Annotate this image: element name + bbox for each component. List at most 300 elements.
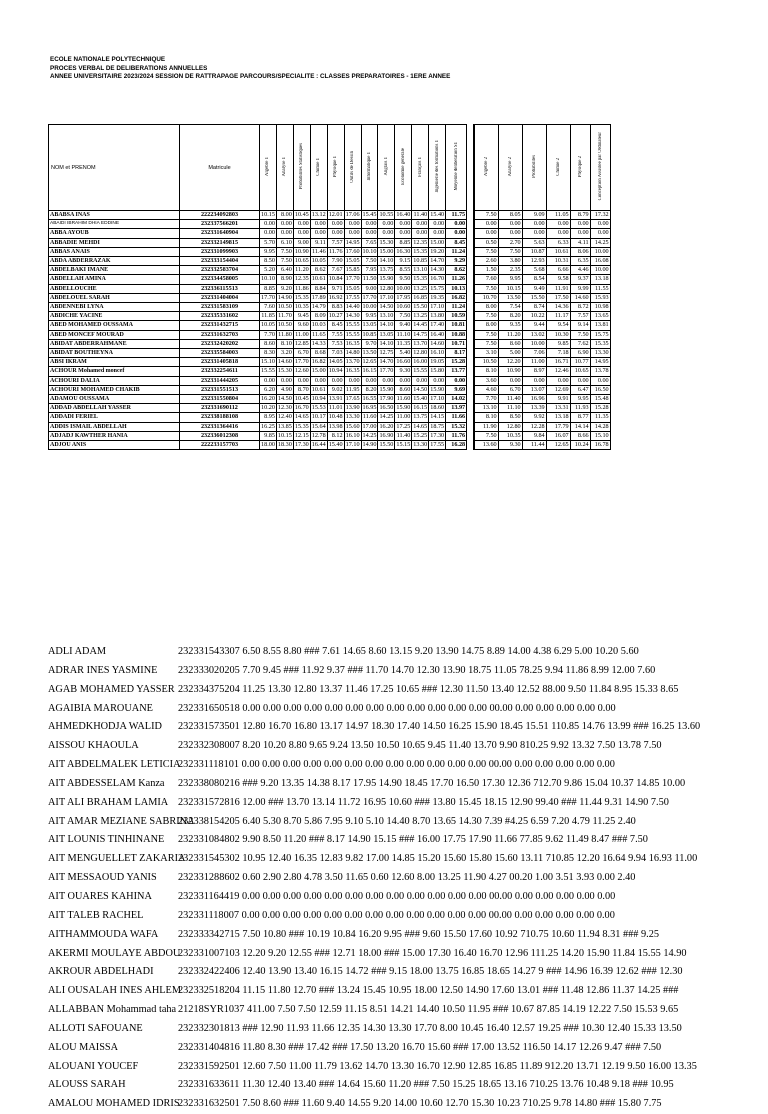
grade-s1: 8.60	[395, 385, 412, 394]
grade-s1: 8.85	[395, 238, 412, 247]
list-item	[48, 982, 768, 1001]
col-header-label: Analyse 1	[282, 156, 288, 177]
grade-s1: 16.15	[413, 404, 428, 412]
grade-s2: 0.00	[474, 229, 498, 238]
grade-s1: 13.85	[277, 422, 292, 430]
grade-s2: 11.05	[546, 211, 570, 220]
grade-s2: 13.07	[522, 385, 546, 394]
grade-s1: 0.00	[378, 376, 395, 385]
grade-s2: 10.00	[590, 266, 610, 275]
grade-s2: 11.91	[546, 284, 570, 293]
grade-s1: 14.50	[277, 395, 292, 403]
grade-s1: 0.00	[310, 220, 327, 229]
grade-s1: 15.30	[277, 367, 292, 375]
grade-s1: 17.70	[362, 293, 377, 301]
col-header	[474, 125, 498, 211]
student-matricule: 222233157703	[180, 441, 260, 450]
student-matricule: 232331583109	[180, 303, 260, 312]
grade-s1: 11.35	[396, 339, 411, 347]
grade-s1: 17.70	[379, 367, 394, 375]
grade-s2: 3.80	[498, 257, 522, 266]
grade-s1: 15.10	[261, 358, 275, 366]
grade-s1: 12.80	[379, 284, 394, 292]
average-s1: 0.00	[446, 220, 467, 229]
grade-s2: 12.46	[546, 367, 570, 376]
grade-s2: 8.77	[570, 413, 590, 422]
grade-s1: 14.10	[379, 321, 394, 329]
grade-s2: 0.00	[590, 220, 610, 229]
grade-s2: 0.00	[590, 229, 610, 238]
grade-s1: 0.00	[429, 376, 446, 385]
table-row	[49, 257, 611, 266]
grade-s1: 15.25	[413, 431, 428, 439]
grade-s1: 10.00	[362, 303, 377, 311]
grade-s1: 12.01	[328, 211, 343, 218]
student-matricule: 232331404004	[180, 293, 260, 302]
col-header	[546, 125, 570, 211]
average-s1: 16.28	[446, 441, 467, 450]
grade-s1: 14.70	[379, 358, 394, 366]
student-matricule: 232336012308	[180, 431, 260, 440]
grade-s1: 17.70	[261, 293, 275, 301]
grade-s1: 8.45	[327, 321, 344, 330]
row-gap	[467, 404, 475, 413]
grade-s1: 7.90	[327, 257, 344, 266]
average-s1: 13.77	[446, 367, 467, 376]
average-s1: 11.66	[446, 413, 467, 422]
grade-s2: 15.10	[590, 431, 610, 440]
grade-s1: 11.76	[328, 247, 343, 255]
grade-s1: 6.10	[276, 238, 293, 247]
table-row	[49, 321, 611, 330]
grade-s1: 4.90	[276, 385, 293, 394]
grade-s1: 16.44	[311, 441, 326, 449]
grade-s2: 0.00	[546, 220, 570, 229]
grade-s1: 8.85	[260, 284, 277, 293]
grade-s1: 7.67	[327, 266, 344, 275]
grade-s1: 14.30	[430, 266, 445, 274]
list-item	[48, 756, 768, 775]
grade-s2: 0.00	[498, 229, 522, 238]
grade-s1: 0.00	[260, 376, 277, 385]
grade-s2: 9.91	[546, 395, 570, 404]
list-student-name: ALI OUSALAH INES AHLEM	[48, 985, 181, 997]
grade-s2: 10.61	[546, 247, 570, 256]
list-item	[48, 1001, 768, 1020]
grade-s1: 17.10	[379, 293, 394, 301]
grade-s2: 6.35	[570, 257, 590, 266]
student-name: ABAIDI IBRAHIM DHIA EDDINE	[49, 220, 180, 229]
grade-s1: 11.60	[362, 413, 377, 421]
list-student-name: ALLABBAN Mohammad taha	[48, 1004, 177, 1016]
grade-s1: 8.60	[260, 339, 277, 348]
grade-s1: 10.60	[396, 303, 411, 311]
grade-s2: 8.00	[474, 321, 498, 330]
grade-s1: 12.60	[294, 367, 309, 375]
grade-s1: 15.35	[413, 275, 428, 283]
grade-s2: 0.00	[522, 220, 546, 229]
student-name: ADJADJ KAWTHER HANIA	[49, 431, 180, 440]
col-header-label: Informatique 1	[366, 152, 372, 181]
grade-s2: 7.50	[474, 431, 498, 440]
list-item	[48, 775, 768, 794]
list-item	[48, 1076, 768, 1095]
grade-s2: 9.95	[498, 275, 522, 284]
grade-s1: 15.60	[345, 422, 360, 430]
grade-s1: 14.90	[362, 441, 377, 449]
grade-s2: 10.22	[522, 312, 546, 321]
grade-s1: 12.30	[277, 404, 292, 412]
student-name: ABDA ABDERRAZAK	[49, 257, 180, 266]
row-gap	[467, 238, 475, 247]
grade-s1: 13.30	[413, 441, 428, 449]
list-item	[48, 945, 768, 964]
grade-s1: 8.55	[395, 266, 412, 275]
grade-s2: 13.31	[546, 404, 570, 413]
grade-s2: 2.35	[498, 266, 522, 275]
list-item	[48, 1058, 768, 1077]
student-name: ABDENNEBI LYNA	[49, 303, 180, 312]
col-header-label: Economie générale	[400, 148, 406, 185]
grade-s1: 8.00	[276, 211, 293, 220]
grade-s1: 7.55	[327, 330, 344, 339]
grade-s1: 12.65	[362, 358, 377, 366]
col-header	[446, 125, 467, 211]
grade-s1: 15.90	[430, 385, 445, 393]
grade-s2: 5.63	[522, 238, 546, 247]
student-name: ABDELOUEL SARAH	[49, 293, 180, 302]
grade-s2: 10.98	[590, 303, 610, 312]
grade-s2: 10.30	[546, 330, 570, 339]
grade-s1: 9.00	[361, 284, 378, 293]
row-gap	[467, 211, 475, 220]
grade-s2: 14.25	[590, 238, 610, 247]
grade-s1: 17.40	[430, 321, 445, 329]
grade-s1: 16.10	[430, 349, 445, 357]
list-student-name: AIT AMAR MEZIANE SABRINA	[48, 815, 195, 827]
grade-s1: 17.70	[345, 275, 360, 283]
grade-s1: 0.00	[429, 220, 446, 229]
col-header-label: Analyse 2	[507, 156, 513, 177]
grade-s1: 0.00	[276, 229, 293, 238]
grade-s1: 8.90	[276, 275, 293, 284]
list-student-name: AIT LOUNIS TINHINANE	[48, 834, 165, 846]
student-matricule: 232331364416	[180, 422, 260, 431]
table-row	[49, 431, 611, 440]
grade-s1: 14.33	[311, 339, 326, 347]
grade-s2: 9.14	[570, 321, 590, 330]
grade-s2: 0.00	[522, 376, 546, 385]
student-matricule: 232331551513	[180, 385, 260, 394]
grade-s1: 9.40	[395, 321, 412, 330]
grade-s1: 13.30	[345, 413, 360, 421]
grade-s2: 10.00	[590, 247, 610, 256]
col-header	[310, 125, 327, 211]
grade-s1: 0.00	[260, 229, 277, 238]
grade-s1: 15.40	[328, 441, 343, 449]
student-matricule: 232335331602	[180, 312, 260, 321]
grade-s1: 10.85	[413, 257, 428, 265]
grade-s1: 10.65	[294, 257, 309, 265]
grade-s1: 9.50	[395, 275, 412, 284]
col-header	[570, 125, 590, 211]
row-gap	[467, 330, 475, 339]
table-row	[49, 220, 611, 229]
average-s1: 8.45	[446, 238, 467, 247]
col-name-header: NOM et PRENOM	[49, 125, 180, 211]
grade-s2: 16.50	[590, 385, 610, 394]
grade-s2: 2.60	[474, 257, 498, 266]
row-gap	[467, 431, 475, 440]
grade-s1: 14.10	[379, 339, 394, 347]
grade-s1: 17.65	[345, 395, 360, 403]
grade-s2: 8.97	[522, 367, 546, 376]
average-s1: 11.76	[446, 431, 467, 440]
average-s1: 9.29	[446, 257, 467, 266]
grade-s1: 17.00	[362, 422, 377, 430]
student-name: ABIDAT BOUTHEYNA	[49, 349, 180, 358]
table-row	[49, 376, 611, 385]
grade-s1: 16.85	[413, 293, 428, 301]
row-gap	[467, 257, 475, 266]
grade-s1: 11.40	[413, 211, 428, 218]
grade-s1: 0.00	[344, 376, 361, 385]
grade-s1: 0.00	[361, 220, 378, 229]
list-student-name: AISSOU KHAOULA	[48, 740, 139, 752]
grade-s2: 16.78	[590, 441, 610, 450]
list-student-values: 232332518204 11.15 11.80 12.70 ### 13.24 15.45 10.95 18.00 12.50 14.90 17.60 13.01 ### 11.48 12.86 11.37 14.25 ###	[178, 985, 679, 997]
grade-s1: 15.00	[379, 247, 394, 255]
grade-s2: 8.06	[570, 247, 590, 256]
grade-s2: 15.35	[590, 339, 610, 348]
list-student-name: ALOUSS SARAH	[48, 1079, 126, 1091]
list-student-values: 232331573501 12.80 16.70 16.80 13.17 14.97 18.30 17.40 14.50 16.25 15.90 18.45 15.51 110.85 14.76 13.99 ### 16.25 13.60	[178, 721, 701, 733]
grade-s2: 0.00	[546, 376, 570, 385]
grade-s1: 16.92	[328, 293, 343, 301]
col-header-label: Chimie 2	[555, 157, 561, 176]
col-header-label: Probabilités	[531, 155, 537, 178]
grade-s1: 18.30	[277, 441, 292, 449]
list-student-values: 232331572816 12.00 ### 13.70 13.14 11.72 16.95 10.60 ### 13.80 15.45 18.15 12.90 99.40 ### 11.44 9.31 14.90 7.50	[178, 796, 669, 808]
grade-s2: 11.90	[474, 422, 498, 431]
grade-s1: 0.00	[395, 229, 412, 238]
grade-s2: 7.50	[498, 247, 522, 256]
grade-s2: 13.02	[522, 330, 546, 339]
grade-s1: 8.70	[293, 385, 310, 394]
grade-s2: 15.50	[522, 293, 546, 302]
grade-s2: 14.60	[570, 293, 590, 302]
grade-s1: 15.53	[311, 404, 326, 412]
grade-s1: 10.61	[311, 385, 326, 393]
average-s1: 0.00	[446, 376, 467, 385]
row-gap	[467, 266, 475, 275]
student-name: ABDELBAKI IMANE	[49, 266, 180, 275]
grade-s1: 8.68	[310, 349, 327, 358]
grade-s2: 14.95	[590, 358, 610, 367]
student-name: ADJOU ANIS	[49, 441, 180, 450]
grade-s2: 9.92	[522, 413, 546, 422]
grade-s2: 7.06	[522, 349, 546, 358]
grade-s1: 16.40	[396, 211, 411, 218]
grade-s2: 9.30	[498, 441, 522, 450]
col-matricule-header: Matricule	[180, 125, 260, 211]
grade-s1: 10.05	[261, 321, 275, 329]
grade-s1: 9.20	[276, 284, 293, 293]
grade-s2: 10.70	[474, 293, 498, 302]
grade-s1: 15.50	[413, 303, 428, 311]
grade-s1: 7.50	[395, 312, 412, 321]
grade-s1: 10.94	[328, 367, 343, 375]
grade-s1: 0.00	[293, 220, 310, 229]
grade-s1: 14.40	[345, 303, 360, 311]
grade-s1: 8.50	[260, 257, 277, 266]
grade-s2: 6.70	[498, 385, 522, 394]
grade-s1: 11.95	[345, 385, 360, 393]
row-gap	[467, 220, 475, 229]
col-header	[498, 125, 522, 211]
grade-s1: 15.05	[345, 284, 360, 292]
grade-s2: 9.84	[522, 431, 546, 440]
grade-s2: 8.79	[570, 211, 590, 220]
grade-s1: 14.60	[277, 358, 292, 366]
grade-s1: 17.06	[345, 211, 360, 218]
grade-s1: 17.25	[396, 422, 411, 430]
grade-s1: 0.00	[327, 376, 344, 385]
grade-s2: 12.93	[522, 257, 546, 266]
document-title: PROCES VERBAL DE DELIBERATIONS ANNUELLES	[50, 64, 208, 72]
grade-s1: 15.55	[345, 330, 360, 338]
grade-s1: 17.89	[311, 293, 326, 301]
grade-s1: 13.10	[379, 312, 394, 320]
grade-s1: 15.35	[294, 293, 309, 301]
grade-s1: 15.50	[379, 441, 394, 449]
grade-s1: 16.70	[430, 275, 445, 283]
grade-s2: 10.77	[570, 358, 590, 367]
list-item	[48, 1020, 768, 1039]
grade-s1: 0.00	[293, 229, 310, 238]
grade-s1: 0.00	[310, 229, 327, 238]
grade-s1: 10.61	[311, 275, 326, 283]
grade-s1: 15.64	[311, 422, 326, 430]
grade-s1: 9.45	[293, 312, 310, 321]
grade-s1: 11.01	[328, 404, 343, 412]
grade-s2: 8.66	[570, 431, 590, 440]
grade-s1: 15.30	[379, 238, 394, 246]
grade-s1: 9.85	[260, 431, 277, 440]
grade-s1: 12.78	[311, 431, 326, 439]
grade-s2: 7.54	[498, 303, 522, 312]
grade-s1: 14.70	[430, 257, 445, 265]
grade-s1: 0.00	[412, 220, 429, 229]
table-row	[49, 211, 611, 220]
grade-s2: 9.95	[570, 395, 590, 404]
student-matricule: 232331405818	[180, 358, 260, 367]
list-student-values: 232331164419 0.00 0.00 0.00 0.00 0.00 0.00 0.00 0.00 0.00 0.00 0.00 0.00 00.00 0.00 0.00 0.00 0.00 0.00	[178, 890, 616, 902]
student-name: ABDICHE YACINE	[49, 312, 180, 321]
grade-s1: 14.65	[294, 413, 309, 421]
grade-s2: 9.99	[570, 284, 590, 293]
grade-s1: 16.15	[362, 367, 377, 375]
grade-s1: 11.40	[396, 431, 411, 439]
grade-s1: 15.35	[413, 247, 428, 255]
student-name: ABDELLOUCHE	[49, 284, 180, 293]
col-header-label: Chimie 1	[316, 157, 322, 176]
grade-s1: 10.10	[362, 247, 377, 255]
grade-s1: 12.80	[413, 349, 428, 357]
grade-s2: 14.28	[590, 422, 610, 431]
grade-s1: 16.20	[379, 422, 394, 430]
grade-s1: 7.70	[260, 330, 277, 339]
list-student-name: AMALOU MOHAMED IDRIS	[48, 1098, 180, 1110]
col-header-label: Français 1	[417, 156, 423, 177]
row-gap	[467, 376, 475, 385]
col-header	[293, 125, 310, 211]
grade-s1: 10.17	[311, 413, 326, 421]
list-item	[48, 643, 768, 662]
list-item	[48, 1095, 768, 1114]
grade-s2: 10.50	[474, 358, 498, 367]
grade-s2: 0.00	[546, 229, 570, 238]
grade-s1: 7.03	[327, 349, 344, 358]
grade-s1: 16.20	[261, 395, 275, 403]
col-header-label: Outils de Dessin	[350, 150, 356, 183]
grade-s2: 7.50	[474, 339, 498, 348]
grade-s1: 16.35	[345, 339, 360, 347]
list-student-values: 232331084802 9.90 8.50 11.20 ### 8.17 14.90 15.15 ### 16.00 17.75 17.90 11.66 77.85 9.62 11.49 8.47 ### 7.50	[178, 834, 648, 846]
grade-s1: 16.55	[362, 395, 377, 403]
grade-s2: 11.55	[590, 284, 610, 293]
list-student-name: ALLOTI SAFOUANE	[48, 1022, 143, 1034]
grade-s1: 8.95	[260, 413, 277, 422]
grade-s1: 14.50	[379, 303, 394, 311]
grade-s2: 10.65	[570, 367, 590, 376]
grade-s2: 16.07	[546, 431, 570, 440]
grade-s1: 15.90	[379, 385, 394, 393]
grade-s1: 14.79	[311, 303, 326, 311]
grade-s2: 0.00	[590, 376, 610, 385]
grade-s2: 7.70	[474, 395, 498, 404]
student-matricule: 232332149815	[180, 238, 260, 247]
grade-s2: 9.35	[498, 321, 522, 330]
grade-s2: 3.10	[474, 349, 498, 358]
grade-s1: 16.50	[379, 404, 394, 412]
list-student-values: 232331288602 0.60 2.90 2.80 4.78 3.50 11.65 0.60 12.60 8.00 13.25 11.90 4.27 00.20 1.00 3.51 3.93 0.00 2.40	[178, 872, 636, 884]
student-matricule: 232331550804	[180, 395, 260, 404]
row-gap	[467, 385, 475, 394]
grade-s1: 7.95	[361, 266, 378, 275]
student-matricule: 232337566201	[180, 220, 260, 229]
grade-s1: 10.48	[328, 413, 343, 421]
average-s1: 10.88	[446, 330, 467, 339]
grade-s2: 0.00	[498, 220, 522, 229]
grade-s1: 14.95	[345, 238, 360, 246]
list-student-values: 232334375204 11.25 13.30 12.80 13.37 11.46 17.25 10.65 ### 12.30 11.50 13.40 12.52 88.00 9.50 11.84 8.95 15.33 8.65	[178, 683, 679, 695]
grade-s2: 17.50	[546, 293, 570, 302]
grade-s1: 10.85	[362, 330, 377, 338]
grade-s2: 10.90	[498, 367, 522, 376]
table-row	[49, 404, 611, 413]
grade-s2: 8.10	[474, 413, 498, 422]
grade-s1: 11.80	[278, 330, 292, 338]
col-header	[429, 125, 446, 211]
school-name: ECOLE NATIONALE POLYTECHNIQUE	[50, 56, 166, 63]
grade-s1: 0.00	[310, 376, 327, 385]
row-gap	[467, 321, 475, 330]
grade-s1: 16.60	[396, 358, 411, 366]
grade-s2: 14.14	[570, 422, 590, 431]
grade-s1: 0.00	[412, 229, 429, 238]
grade-s1: 17.95	[396, 293, 411, 301]
